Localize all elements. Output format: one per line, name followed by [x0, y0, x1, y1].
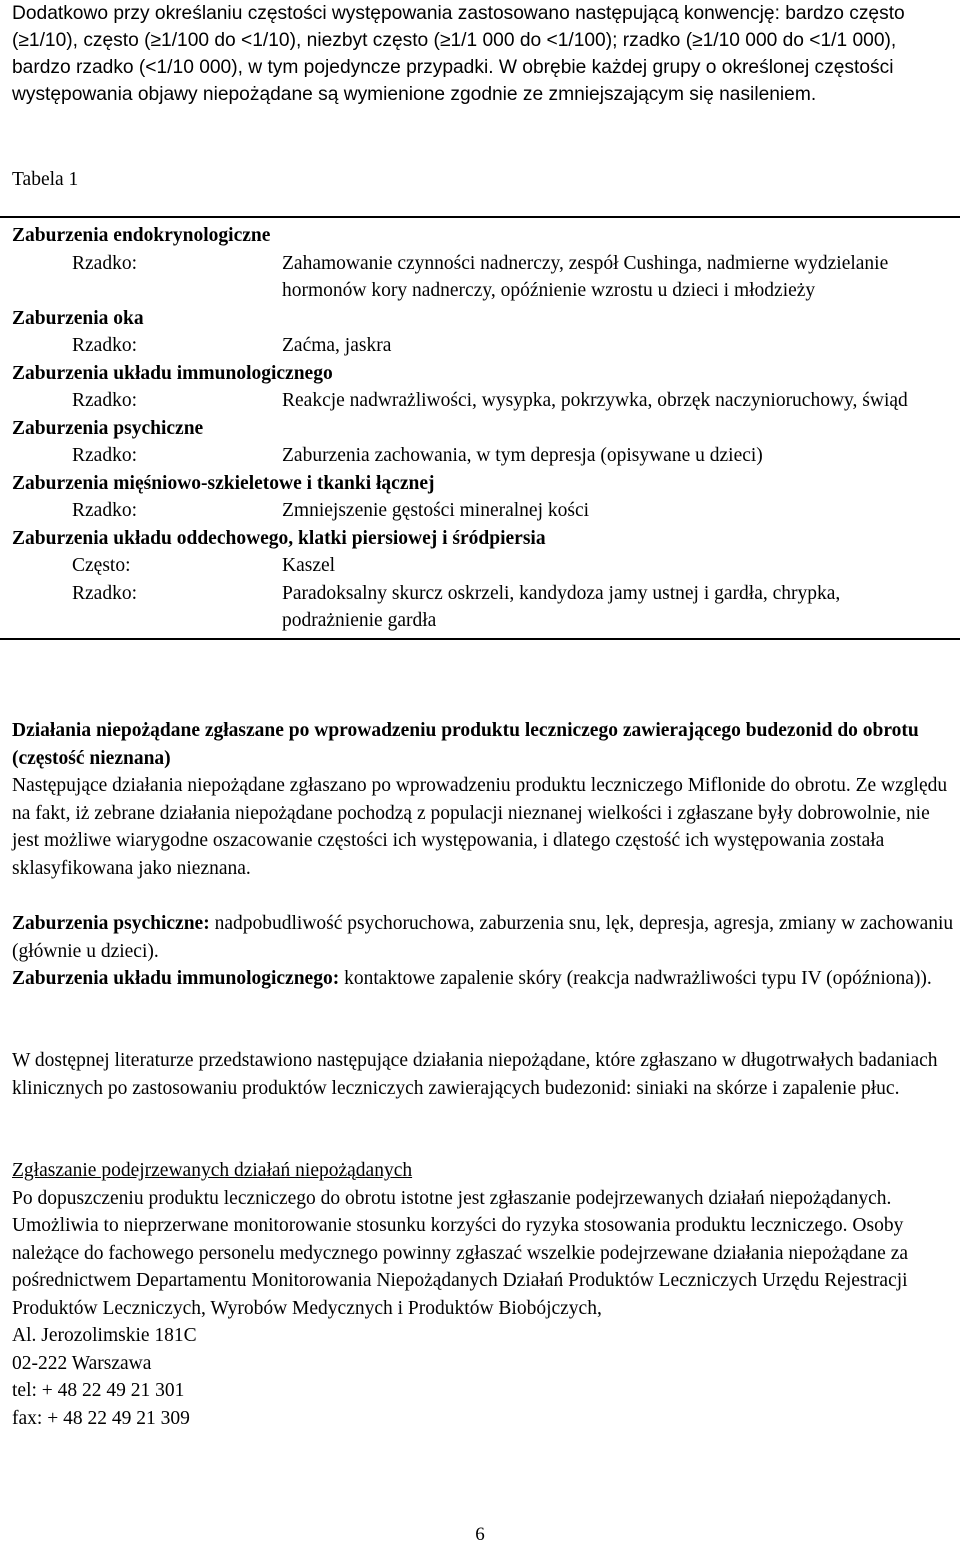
category-heading: Zaburzenia mięśniowo-szkieletowe i tkanki łącznej	[12, 472, 435, 494]
table-group	[12, 222, 960, 305]
frequency-label: Często:	[72, 555, 131, 576]
fax-number: fax: + 48 22 49 21 309	[12, 1407, 190, 1429]
psych-text: nadpobudliwość psychoruchowa, zaburzenia snu, lęk, depresja, agresja, zmiany w zachowaniu (głównie u dzieci).	[12, 913, 954, 962]
postmarketing-section	[12, 717, 954, 882]
category-heading: Zaburzenia układu oddechowego, klatki piersiowej i śródpiersia	[12, 527, 546, 549]
table-caption: Tabela 1	[12, 169, 79, 190]
effect-description: Paradoksalny skurcz oskrzeli, kandydoza jamy ustnej i gardła, chrypka, podrażnienie gardła	[282, 582, 841, 631]
frequency-label: Rzadko:	[72, 582, 137, 604]
intro-paragraph: Dodatkowo przy określaniu częstości występowania zastosowano następującą konwencję: bardzo często (≥1/10), często (≥1/100 do <1/10), niezbyt często (≥1/1 000 do <1/100); rzadko (≥1/10 000 do <1/1 000), bardzo rzadko (<1/10 000), w tym pojedyncze przypadki. W obrębie każdej grupy o określonej częstości występowania objawy niepożądane są wymienione zgodnie ze zmniejszającym się nasileniem.	[12, 3, 905, 105]
immuno-paragraph	[12, 965, 954, 993]
immuno-text: kontaktowe zapalenie skóry (reakcja nadwrażliwości typu IV (opóźniona)).	[339, 968, 932, 989]
reporting-section	[12, 1157, 954, 1432]
psych-paragraph	[12, 910, 954, 965]
table-row	[12, 497, 960, 525]
effect-description: Zaburzenia zachowania, w tym depresja (opisywane u dzieci)	[282, 445, 763, 466]
table-group	[12, 305, 960, 360]
table-row	[12, 332, 960, 360]
postal-code: 02-222 Warszawa	[12, 1352, 152, 1374]
frequency-label: Rzadko:	[72, 445, 137, 466]
reporting-heading: Zgłaszanie podejrzewanych działań niepożądanych	[12, 1160, 413, 1181]
table-row	[12, 387, 960, 415]
table-row	[12, 250, 960, 305]
frequency-label: Rzadko:	[72, 390, 137, 411]
table-group	[12, 415, 960, 470]
table-row	[12, 442, 960, 470]
frequency-label: Rzadko:	[72, 252, 137, 274]
psych-label: Zaburzenia psychiczne:	[12, 913, 210, 934]
adverse-effects-table	[0, 216, 960, 640]
page-number: 6	[475, 1524, 485, 1545]
postmarketing-heading: Działania niepożądane zgłaszane po wprowadzeniu produktu leczniczego zawierającego budezonid do obrotu (częstość nieznana)	[12, 720, 919, 769]
postmarketing-text: Następujące działania niepożądane zgłaszano po wprowadzeniu produktu leczniczego Miflonide do obrotu. Ze względu na fakt, iż zebrane działania niepożądane pochodzą z populacji nieznanej wielkości i zgłaszane były dobrowolnie, nie jest możliwe wiarygodne oszacowanie częstości ich występowania, i dlatego częstość ich występowania została sklasyfikowana jako nieznana.	[12, 775, 948, 879]
category-heading: Zaburzenia psychiczne	[12, 417, 204, 439]
phone-number: tel: + 48 22 49 21 301	[12, 1380, 185, 1401]
table-group	[12, 470, 960, 525]
frequency-label: Rzadko:	[72, 500, 137, 521]
table-row	[12, 580, 960, 635]
table-group	[12, 525, 960, 635]
literature-paragraph: W dostępnej literaturze przedstawiono następujące działania niepożądane, które zgłaszano w długotrwałych badaniach klinicznych po zastosowaniu produktów leczniczych zawierających budezonid: siniaki na skórze i zapalenie płuc.	[12, 1050, 938, 1099]
table-row	[12, 552, 960, 580]
effect-description: Zaćma, jaskra	[282, 335, 392, 356]
effect-description: Zmniejszenie gęstości mineralnej kości	[282, 500, 590, 521]
postmarketing-effects	[12, 910, 954, 993]
category-heading: Zaburzenia układu immunologicznego	[12, 362, 333, 384]
effect-description: Zahamowanie czynności nadnerczy, zespół Cushinga, nadmierne wydzielanie hormonów kory nadnerczy, opóźnienie wzrostu u dzieci i młodzieży	[282, 252, 889, 301]
frequency-label: Rzadko:	[72, 335, 137, 356]
category-heading: Zaburzenia endokrynologiczne	[12, 225, 271, 246]
immuno-label: Zaburzenia układu immunologicznego:	[12, 968, 340, 989]
effect-description: Kaszel	[282, 555, 336, 576]
reporting-text: Po dopuszczeniu produktu leczniczego do obrotu istotne jest zgłaszanie podejrzewanych działań niepożądanych. Umożliwia to nieprzerwane monitorowanie stosunku korzyści do ryzyka stosowania produktu leczniczego. Osoby należące do fachowego personelu medycznego powinny zgłaszać wszelkie podejrzewane działania niepożądane za pośrednictwem Departamentu Monitorowania Niepożądanych Działań Produktów Leczniczych Urzędu Rejestracji Produktów Leczniczych, Wyrobów Medycznych i Produktów Biobójczych,	[12, 1187, 909, 1319]
address-line: Al. Jerozolimskie 181C	[12, 1325, 197, 1346]
table-group	[12, 360, 960, 415]
effect-description: Reakcje nadwrażliwości, wysypka, pokrzywka, obrzęk naczynioruchowy, świąd	[282, 390, 908, 411]
category-heading: Zaburzenia oka	[12, 307, 144, 329]
